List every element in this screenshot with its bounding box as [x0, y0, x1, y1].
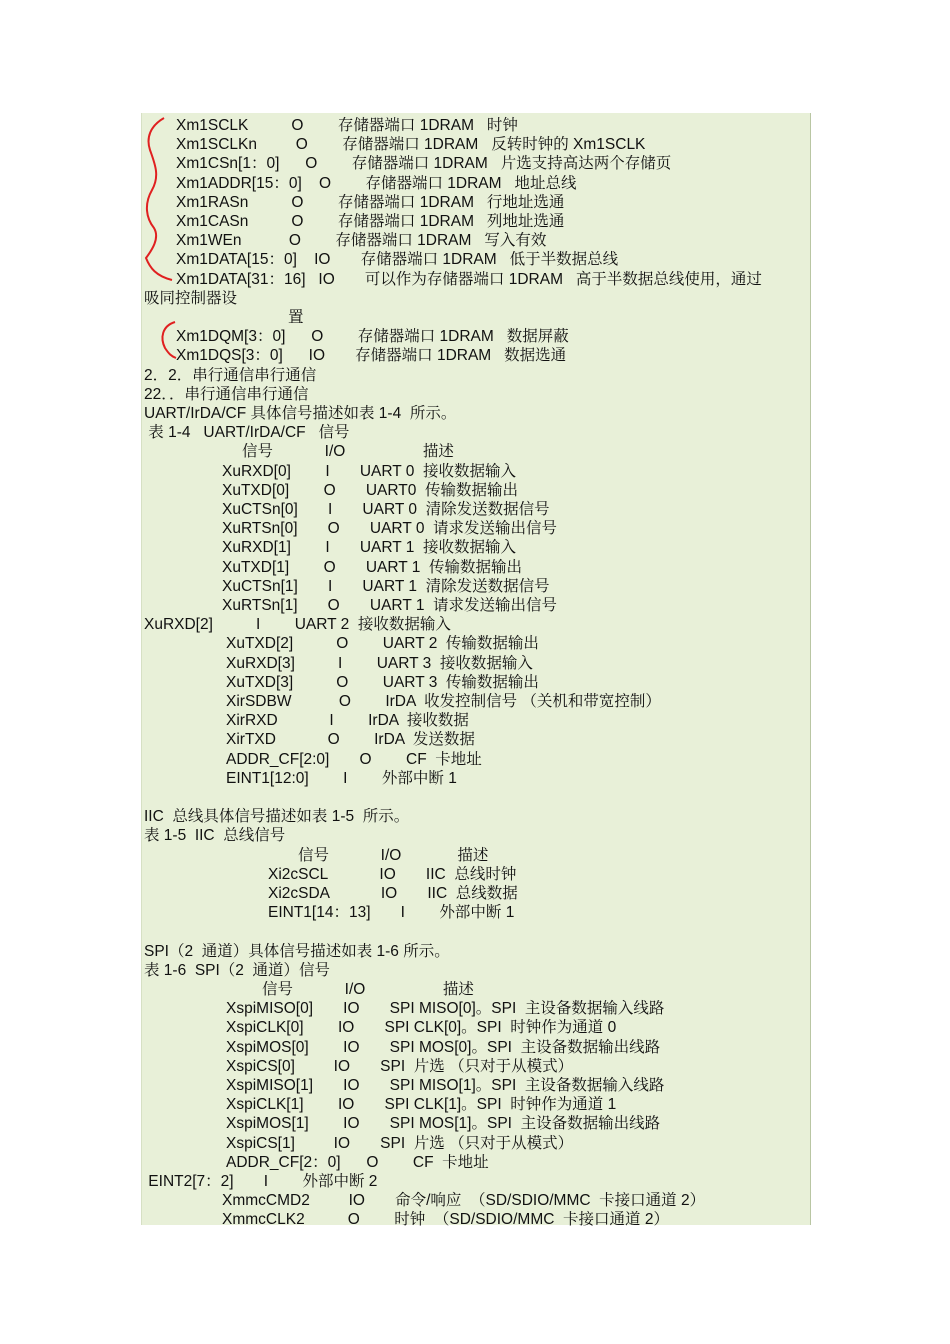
- table-row: XuCTSn[1] I UART 1 清除发送数据信号: [222, 577, 550, 595]
- intro-text: UART/IrDA/CF 具体信号描述如表 1-4 所示。: [144, 405, 457, 422]
- table-row: XspiMOS[1] IO SPI MOS[1]。SPI 主设备数据输出线路: [226, 1115, 661, 1133]
- signal-row: Xm1DATA[31：16] IO 可以作为存储器端口 1DRAM 高于半数据总线使用，通过: [176, 270, 762, 288]
- table-header: 信号 I/O 描述: [242, 443, 454, 461]
- red-brace-bottom: [162, 322, 176, 358]
- table-row: XuCTSn[0] I UART 0 清除发送数据信号: [222, 501, 550, 518]
- wrapped-text: 吸同控制器设: [144, 289, 238, 307]
- table-row: XspiMOS[0] IO SPI MOS[0]。SPI 主设备数据输出线路: [226, 1038, 661, 1056]
- table-row: XmmcCMD2 IO 命令/响应 （SD/SDIO/MMC 卡接口通道 2）: [222, 1192, 706, 1210]
- table-row: XuRXD[1] I UART 1 接收数据输入: [222, 539, 516, 557]
- table-row: Xi2cSCL IO IIC 总线时钟: [268, 865, 517, 883]
- table-row: XirSDBW O IrDA 收发控制信号 （关机和带宽控制）: [226, 693, 661, 710]
- table-row: EINT1[14：13] I 外部中断 1: [268, 904, 515, 922]
- signal-row: Xm1DATA[15：0] IO 存储器端口 1DRAM 低于半数据总线: [176, 251, 619, 269]
- table-row: XspiCLK[1] IO SPI CLK[1]。SPI 时钟作为通道 1: [226, 1096, 617, 1114]
- table-row: ADDR_CF[2:0] O CF 卡地址: [226, 750, 482, 768]
- table-row: XuRTSn[0] O UART 0 请求发送输出信号: [222, 520, 558, 538]
- table-row: EINT2[7：2] I 外部中断 2: [144, 1173, 378, 1190]
- section-heading: 2．2．串行通信串行通信: [144, 366, 317, 384]
- table-row: XuRXD[0] I UART 0 接收数据输入: [222, 462, 516, 480]
- intro-text: SPI（2 通道）具体信号描述如表 1-6 所示。: [144, 942, 450, 960]
- table-row: XuTXD[2] O UART 2 传输数据输出: [226, 635, 539, 653]
- table-row: XuRTSn[1] O UART 1 请求发送输出信号: [222, 597, 558, 614]
- wrapped-text: 置: [288, 309, 304, 326]
- signal-row: Xm1SCLK O 存储器端口 1DRAM 时钟: [176, 117, 518, 134]
- table-row: XspiMISO[0] IO SPI MISO[0]。SPI 主设备数据输入线路: [226, 1000, 665, 1018]
- table-row: XspiCS[1] IO SPI 片选 （只对于从模式）: [226, 1134, 574, 1152]
- table-row: XuTXD[0] O UART0 传输数据输出: [222, 481, 518, 499]
- signal-row: Xm1SCLKn O 存储器端口 1DRAM 反转时钟的 Xm1SCLK: [176, 136, 646, 154]
- table-row: ADDR_CF[2：0] O CF 卡地址: [226, 1153, 489, 1171]
- table-header: 信号 I/O 描述: [298, 846, 489, 864]
- table-row: XmmcCLK2 O 时钟 （SD/SDIO/MMC 卡接口通道 2）: [222, 1211, 669, 1229]
- table-row: XuTXD[3] O UART 3 传输数据输出: [226, 673, 539, 691]
- section-heading: 22．．串行通信串行通信: [144, 385, 309, 403]
- signal-row: Xm1ADDR[15：0] O 存储器端口 1DRAM 地址总线: [176, 174, 577, 192]
- table-row: XirRXD I IrDA 接收数据: [226, 712, 469, 730]
- signal-row: Xm1WEn O 存储器端口 1DRAM 写入有效: [176, 232, 547, 250]
- table-row: XirTXD O IrDA 发送数据: [226, 731, 475, 749]
- table-title: 表 1-5 IIC 总线信号: [144, 827, 286, 845]
- table-row: XuRXD[3] I UART 3 接收数据输入: [226, 654, 533, 672]
- signal-row: Xm1CSn[1：0] O 存储器端口 1DRAM 片选支持高达两个存储页: [176, 155, 672, 173]
- table-row: XspiMISO[1] IO SPI MISO[1]。SPI 主设备数据输入线路: [226, 1077, 665, 1094]
- table-header: 信号 I/O 描述: [262, 981, 474, 998]
- table-title: 表 1-6 SPI（2 通道）信号: [144, 961, 331, 979]
- table-row: XspiCLK[0] IO SPI CLK[0]。SPI 时钟作为通道 0: [226, 1019, 617, 1037]
- intro-text: IIC 总线具体信号描述如表 1-5 所示。: [144, 808, 410, 826]
- table-row: XspiCS[0] IO SPI 片选 （只对于从模式）: [226, 1057, 574, 1075]
- table-title: 表 1-4 UART/IrDA/CF 信号: [144, 424, 350, 442]
- table-row: XuTXD[1] O UART 1 传输数据输出: [222, 558, 523, 576]
- signal-row: Xm1RASn O 存储器端口 1DRAM 行地址选通: [176, 193, 565, 211]
- signal-row: Xm1DQS[3：0] IO 存储器端口 1DRAM 数据选通: [176, 347, 567, 365]
- table-row: Xi2cSDA IO IIC 总线数据: [268, 885, 518, 902]
- table-row: XuRXD[2] I UART 2 接收数据输入: [144, 616, 451, 634]
- signal-row: Xm1DQM[3：0] O 存储器端口 1DRAM 数据屏蔽: [176, 328, 569, 346]
- red-brace-top: [146, 118, 172, 280]
- table-row: EINT1[12:0] I 外部中断 1: [226, 769, 457, 787]
- signal-row: Xm1CASn O 存储器端口 1DRAM 列地址选通: [176, 213, 565, 230]
